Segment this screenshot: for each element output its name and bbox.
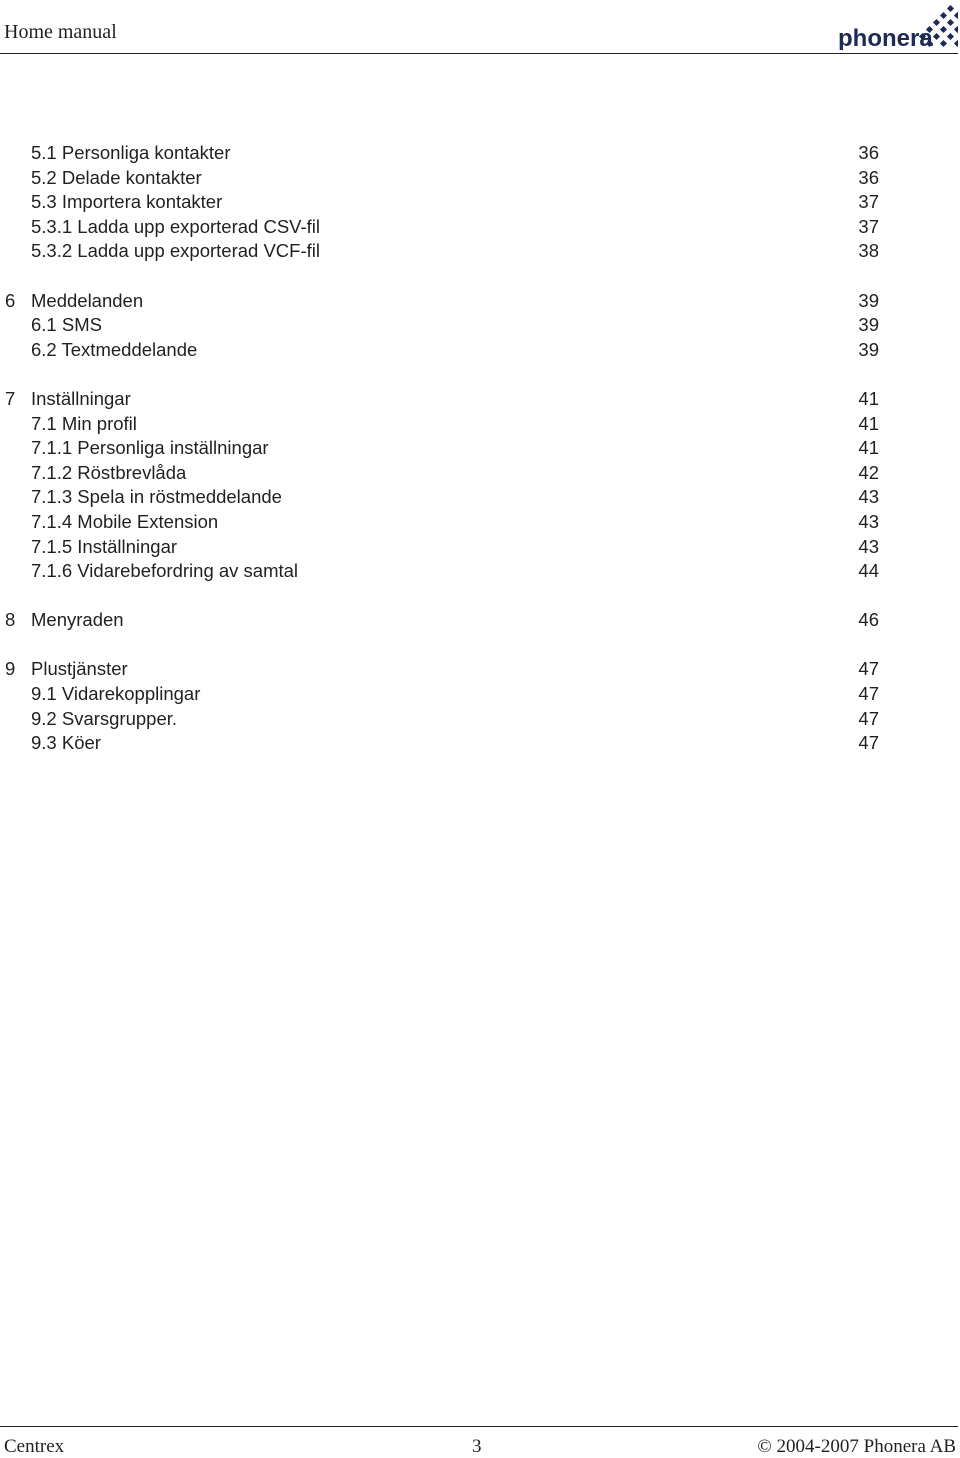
toc-page-number: 36 [858,142,879,163]
toc-page-number: 41 [858,437,879,459]
toc-page-number: 37 [858,191,879,213]
toc-entry [0,313,960,338]
logo-dot [933,33,940,40]
toc-entry [0,338,960,363]
toc-entry-label: 7.1 Min profil [31,412,137,434]
toc-entry-label: Meddelanden [31,289,144,311]
toc-entry-label: Plustjänster [31,658,128,680]
toc-page-number: 47 [858,732,879,754]
toc-entry [0,510,960,535]
toc-section [0,387,960,584]
toc-section [0,657,960,755]
logo-dot [947,19,954,26]
toc-page-number: 41 [858,412,879,434]
toc-page-number: 42 [858,461,879,483]
logo-dot [940,26,947,33]
toc-page-number: 44 [858,560,879,582]
toc-entry-label: 9.2 Svarsgrupper. [31,707,178,729]
toc-entry-label: 7.1.6 Vidarebefordring av samtal [31,560,299,582]
toc-entry [0,215,960,240]
toc-page-number: 47 [858,658,879,680]
header-divider [0,53,958,54]
toc-page-number: 36 [858,166,879,188]
toc-page-number: 47 [858,707,879,729]
toc-entry-label: 5.2 Delade kontakter [31,166,202,188]
toc-entry-label: Inställningar [31,387,131,409]
logo-dot [940,40,947,47]
toc-entry-label: 5.3.1 Ladda upp exporterad CSV-fil [31,215,320,237]
toc-entry-label: 7.1.4 Mobile Extension [31,510,219,532]
toc-chapter-number: 9 [5,658,16,680]
toc-entry-label: 7.1.3 Spela in röstmeddelande [31,486,282,508]
logo-dot [940,12,947,19]
toc-entry-label: 9.1 Vidarekopplingar [31,683,201,705]
toc-entry [0,657,960,682]
footer-product-name: Centrex [4,1436,65,1457]
toc-page-number: 43 [858,535,879,557]
toc-entry [0,412,960,437]
footer-divider [0,1426,958,1427]
toc-page-number: 43 [858,486,879,508]
toc-page-number: 39 [858,314,879,336]
toc-entry-label: 5.1 Personliga kontakter [31,142,231,163]
logo-dot [954,26,958,33]
toc-chapter-number: 7 [5,387,16,409]
toc-section [0,141,960,264]
toc-entry [0,461,960,486]
phonera-logo [836,2,958,50]
toc-entry [0,436,960,461]
toc-entry [0,141,960,166]
toc-entry [0,387,960,412]
toc-entry [0,707,960,732]
toc-page-number: 38 [858,240,879,262]
logo-dot [954,12,958,19]
toc-page-number: 47 [858,683,879,705]
toc-entry-label: 5.3 Importera kontakter [31,191,223,213]
toc-entry [0,239,960,264]
toc-entry [0,289,960,314]
table-of-contents [0,141,960,780]
toc-entry-label: 6.1 SMS [31,314,102,336]
toc-chapter-number: 8 [5,609,16,631]
toc-entry [0,731,960,756]
toc-entry-label: Menyraden [31,609,124,631]
logo-dot [947,33,954,40]
toc-entry [0,682,960,707]
toc-entry-label: 7.1.5 Inställningar [31,535,178,557]
toc-entry-label: 7.1.2 Röstbrevlåda [31,461,187,483]
toc-entry [0,485,960,510]
logo-dot [947,5,954,12]
toc-page-number: 43 [858,510,879,532]
toc-page-number: 46 [858,609,879,631]
logo-dot [933,19,940,26]
toc-entry-label: 6.2 Textmeddelande [31,338,198,360]
document-header-title: Home manual [4,21,117,43]
toc-entry [0,535,960,560]
footer-copyright: © 2004-2007 Phonera AB [757,1436,956,1457]
toc-chapter-number: 6 [5,289,16,311]
toc-section [0,608,960,633]
toc-page-number: 41 [858,387,879,409]
toc-entry-label: 7.1.1 Personliga inställningar [31,437,269,459]
toc-page-number: 39 [858,289,879,311]
footer-page-number: 3 [472,1436,482,1457]
toc-section [0,289,960,363]
logo-dot [954,40,958,47]
toc-entry [0,166,960,191]
toc-entry [0,559,960,584]
toc-entry-label: 9.3 Köer [31,732,101,754]
toc-entry [0,608,960,633]
logo-wordmark: phonera [838,25,933,50]
toc-page-number: 37 [858,215,879,237]
toc-entry [0,190,960,215]
toc-page-number: 39 [858,338,879,360]
toc-entry-label: 5.3.2 Ladda upp exporterad VCF-fil [31,240,320,262]
